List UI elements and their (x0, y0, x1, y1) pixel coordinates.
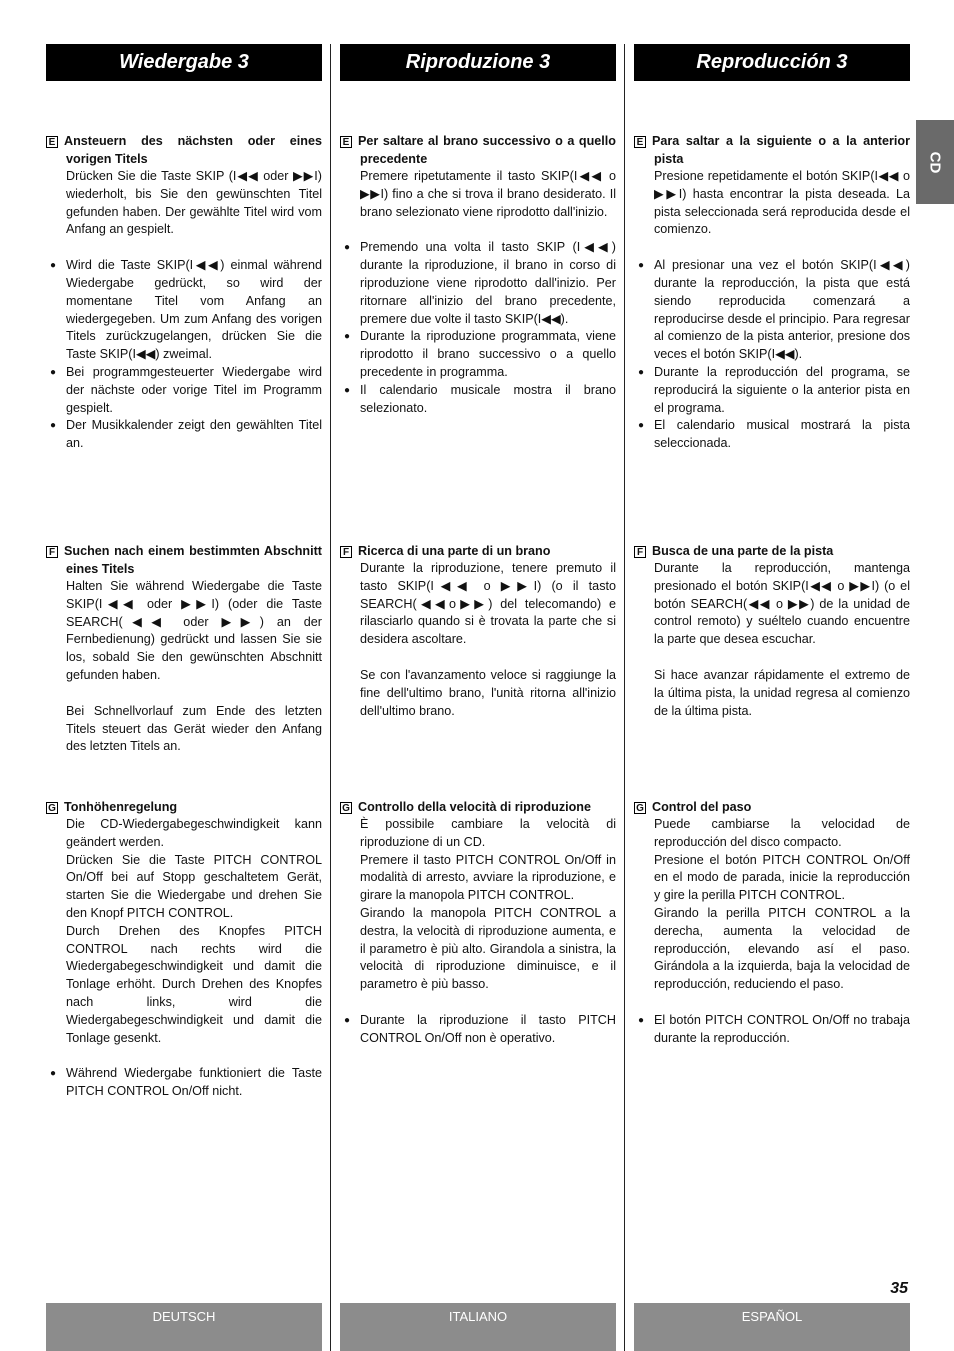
section-heading-text: Ricerca di una parte di un brano (358, 544, 551, 558)
section-heading (340, 798, 616, 816)
bullet-item: ● Der Musikkalender zeigt den gewählten Titel an. (46, 417, 322, 453)
section-heading-text: Controllo della velocità di riproduzione (358, 800, 592, 814)
column-title: Reproducción 3 (634, 44, 910, 81)
section-heading-text: Suchen nach einem bestimmten Abschnitt eines Titels (64, 544, 322, 576)
page-number: 35 (890, 1280, 908, 1297)
section-f (634, 542, 914, 720)
section-g (634, 798, 910, 1048)
section-heading (340, 132, 616, 168)
section-heading-text: Para saltar a la siguiente o a la anterior pista (652, 134, 910, 166)
section-heading (46, 132, 322, 168)
section-f (46, 542, 326, 756)
section-badge: G (340, 802, 352, 814)
section-badge: E (46, 136, 58, 148)
section-heading (634, 542, 910, 560)
language-footer: ESPAÑOL (634, 1303, 910, 1351)
cd-section-tab: CD (916, 120, 954, 204)
section-badge: F (46, 546, 58, 558)
body-paragraph: Si hace avanzar rápidamente el extremo de la última pista, la unidad regresa al comienzo de la última pista. (654, 667, 914, 718)
body-paragraph: Durante la riproduzione, tenere premuto il tasto SKIP(I◀◀ o ▶▶I) (o il tasto SEARCH(◀◀o▶▶) del telecomando) e rilasciarlo quando si è trovata la parte che si desidera ascoltare. (360, 561, 620, 647)
bullet-item: ● El calendario musical mostrará la pista seleccionada. (634, 417, 910, 453)
column-title: Riproduzione 3 (340, 44, 616, 81)
language-footer: DEUTSCH (46, 1303, 322, 1351)
section-heading (634, 798, 910, 816)
section-heading (340, 542, 616, 560)
bullet-list (634, 1012, 910, 1048)
section-badge: F (634, 546, 646, 558)
section-heading (46, 798, 322, 816)
bullet-item: ● Durante la riproduzione programmata, viene riprodotto il brano successivo o a quello precedente in programma. (340, 328, 616, 381)
section-heading (634, 132, 910, 168)
section-heading-text: Tonhöhenregelung (64, 800, 178, 814)
bullet-item: ● Premendo una volta il tasto SKIP (I◀◀) durante la riproduzione, il brano in corso di riproduzione viene riprodotto dall'inizio. Per ritornare all'inizio del brano precedente, premere due volte il tasto SKIP(I◀◀). (340, 239, 616, 328)
bullet-item: ● Durante la riproduzione il tasto PITCH CONTROL On/Off non è operativo. (340, 1012, 616, 1048)
section-heading-text: Ansteuern des nächsten oder eines vorigen Titels (64, 134, 322, 166)
bullet-list (46, 257, 322, 453)
section-badge: E (634, 136, 646, 148)
column-espanol (634, 44, 914, 1351)
body-paragraph: È possibile cambiare la velocità di riproduzione di un CD. Premere il tasto PITCH CONTROL On/Off in modalità di arresto, avviare la riproduzione, e girare la manopola PITCH CONTROL. Girando la manopola PITCH CONTROL a destra, la velocità di riproduzione aumenta, e il parametro è più alto. Girandola a sinistra, la velocità di riproduzione diminuisce, e il parametro è più basso. (360, 817, 616, 992)
bullet-list (46, 1065, 322, 1101)
body-paragraph: Presione repetidamente el botón SKIP(I◀◀ o ▶▶I) hasta encontrar la pista deseada. La pista seleccionada será reproducida desde el comienzo. (654, 169, 914, 237)
bullet-list (340, 1012, 616, 1048)
body-paragraph: Durante la reproducción, mantenga presionado el botón SKIP(I◀◀ o ▶▶I) (o el botón SEARCH(◀◀ o ▶▶) de la unidad de control remoto) y suéltelo cuando encuentre la parte que desea escuchar. (654, 561, 914, 647)
bullet-item: ● Während Wiedergabe funktioniert die Taste PITCH CONTROL On/Off nicht. (46, 1065, 322, 1101)
body-paragraph: Bei Schnellvorlauf zum Ende des letzten Titels steuert das Gerät wieder den Anfang des letzten Titels an. (66, 703, 326, 754)
body-paragraph: Die CD-Wiedergabegeschwindigkeit kann geändert werden. Drücken Sie die Taste PITCH CONTROL On/Off bei auf Stopp geschaltetem Gerät, starten Sie die Wiedergabe und drehen Sie den Knopf PITCH CONTROL. Durch Drehen des Knopfes PITCH CONTROL nach rechts wird die Wiedergabegeschwindigkeit und damit die Tonlage erhöht. Durch Drehen des Knopfes nach links, wird die Wiedergabegeschwindigkeit und damit die Tonlage gesenkt. (66, 817, 322, 1045)
bullet-item: ● Il calendario musicale mostra il brano selezionato. (340, 382, 616, 418)
column-italiano (340, 44, 620, 1351)
section-f (340, 542, 620, 720)
section-badge: G (634, 802, 646, 814)
section-heading-text: Busca de una parte de la pista (652, 544, 834, 558)
bullet-item: ● Bei programmgesteuerter Wiedergabe wird der nächste oder vorige Titel im Programm gespielt. (46, 364, 322, 417)
bullet-item: ● Wird die Taste SKIP(I◀◀) einmal während Wiedergabe gedrückt, so wird der momentane Titel vom Anfang an wiedergegeben. Um zum Anfang des vorigen Titels zurückzugelangen, drücken Sie die Taste SKIP(I◀◀) zweimal. (46, 257, 322, 364)
section-heading-text: Control del paso (652, 800, 752, 814)
section-g (46, 798, 322, 1101)
bullet-item: ● Durante la reproducción del programa, se reproducirá la siguiente o la anterior pista en el programa. (634, 364, 910, 417)
bullet-item: ● El botón PITCH CONTROL On/Off no trabaja durante la reproducción. (634, 1012, 910, 1048)
body-paragraph: Drücken Sie die Taste SKIP (I◀◀ oder ▶▶I) wiederholt, bis Sie den gewünschten Titel gefunden haben. Der gewählte Titel wird vom Anfang an gespielt. (66, 169, 326, 237)
bullet-item: ● Al presionar una vez el botón SKIP(I◀◀) durante la reproducción, la pista que está siendo reproducida comenzará a reproducirse desde el principio. Para regresar al comienzo de la pista anterior, presione dos veces el botón SKIP(I◀◀). (634, 257, 910, 364)
section-badge: F (340, 546, 352, 558)
bullet-list (340, 239, 616, 417)
section-e (46, 132, 326, 453)
section-badge: E (340, 136, 352, 148)
body-paragraph: Se con l'avanzamento veloce si raggiunge la fine dell'ultimo brano, l'unità ritorna all'inizio dell'ultimo brano. (360, 667, 620, 718)
language-footer: ITALIANO (340, 1303, 616, 1351)
section-heading (46, 542, 322, 578)
section-e (634, 132, 914, 453)
body-paragraph: Halten Sie während Wiedergabe die Taste SKIP(I◀◀ oder ▶▶I) (oder die Taste SEARCH(◀◀ oder ▶▶) an der Fernbedienung) gedrückt und lassen Sie sie los, sobald Sie den gewünschten Abschnitt gefunden haben. (66, 579, 326, 682)
column-divider (330, 44, 331, 1351)
body-paragraph: Premere ripetutamente il tasto SKIP(I◀◀ o ▶▶I) fino a che si trova il brano desiderato. Il brano selezionato viene riprodotto dall'inizio. (360, 169, 620, 219)
section-e (340, 132, 620, 417)
section-g (340, 798, 616, 1048)
bullet-list (634, 257, 910, 453)
column-title: Wiedergabe 3 (46, 44, 322, 81)
column-deutsch (46, 44, 326, 1351)
section-heading-text: Per saltare al brano successivo o a quello precedente (358, 134, 616, 166)
section-badge: G (46, 802, 58, 814)
body-paragraph: Puede cambiarse la velocidad de reproducción del disco compacto. Presione el botón PITCH CONTROL On/Off en el modo de parada, inicie la reproducción y gire la perilla PITCH CONTROL. Girando la perilla PITCH CONTROL a la derecha, aumenta la velocidad de reproducción, elevando así el paso. Girándola a la izquierda, baja la velocidad de reproducción, reduciendo el paso. (654, 817, 910, 992)
column-divider (624, 44, 625, 1351)
